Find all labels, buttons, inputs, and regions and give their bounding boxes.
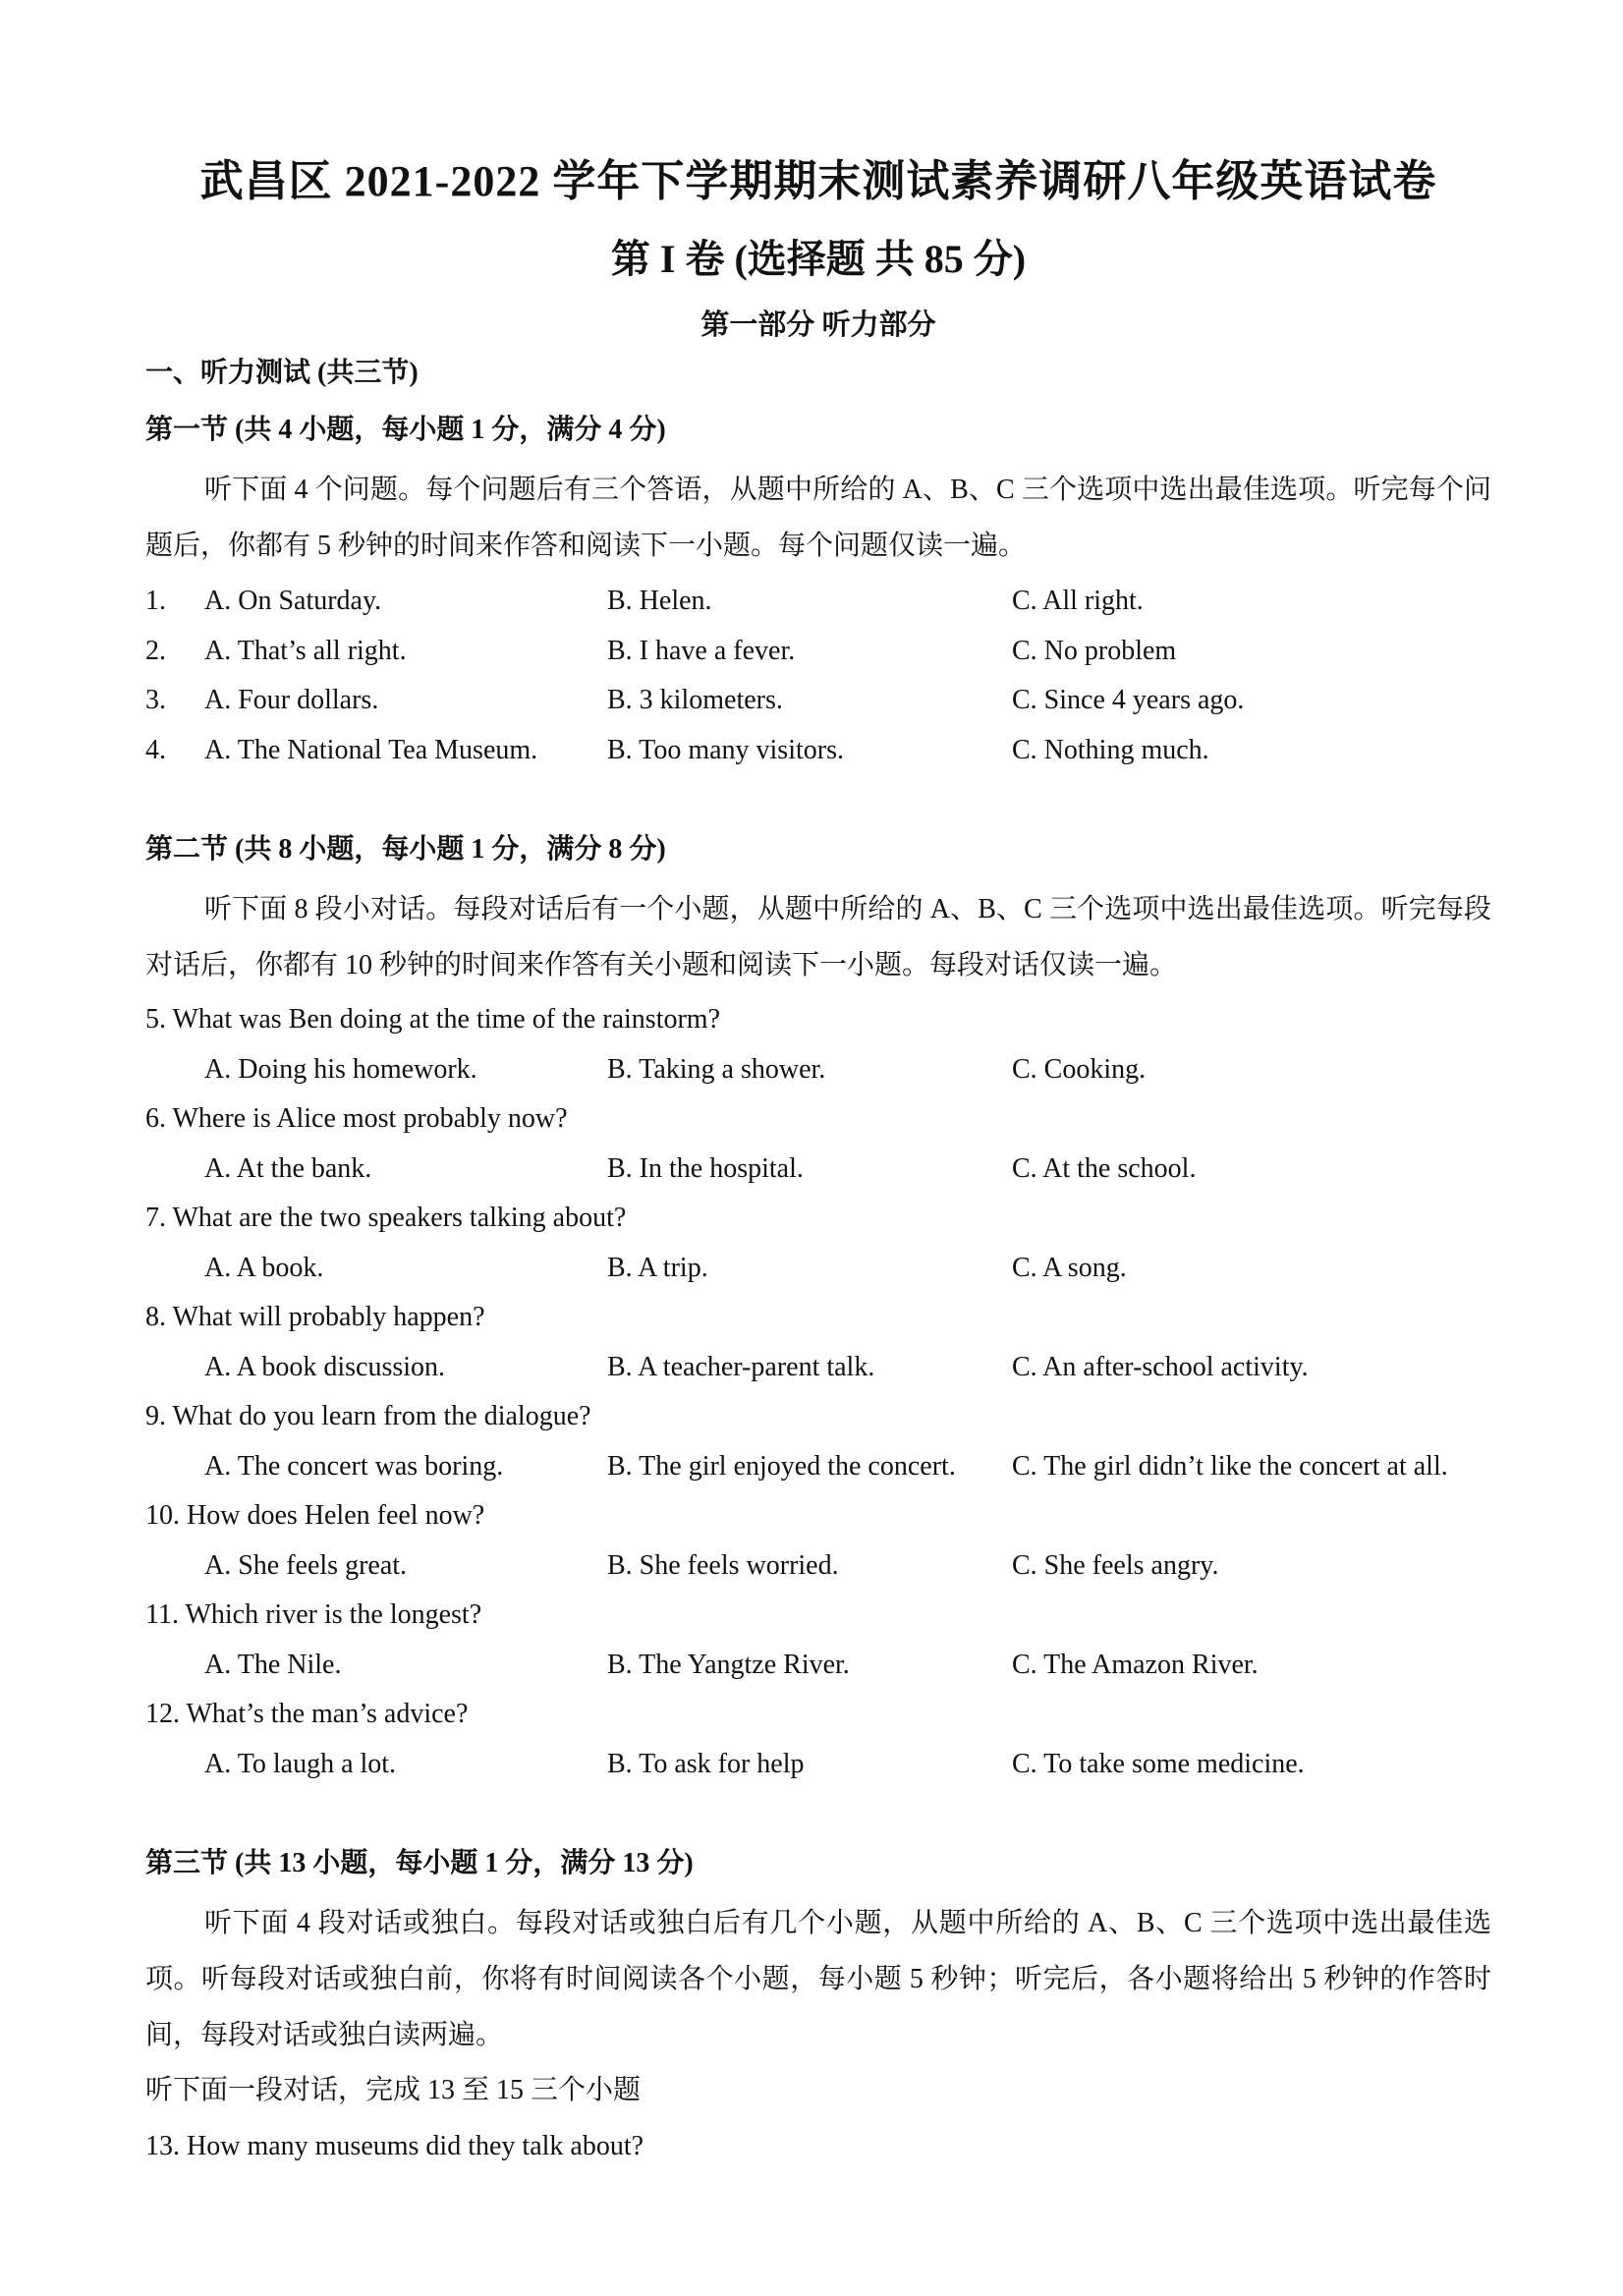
option-c: C. No problem xyxy=(1012,636,1177,666)
s3-instructions: 听下面 4 段对话或独白。每段对话或独白后有几个小题，从题中所给的 A、B、C 三个选项中选出最佳选项。听每段对话或独白前，你将有时间阅读各个小题，每小题 5 秒钟；听完后，各小题将给出 5 秒钟的作答时间，每段对话或独白读两遍。 xyxy=(145,1908,1491,2050)
options-row xyxy=(145,1447,1491,1486)
option-a: A. A book discussion. xyxy=(204,1352,446,1382)
s2-instructions: 听下面 8 段小对话。每段对话后有一个小题，从题中所给的 A、B、C 三个选项中选出最佳选项。听完每段对话后，你都有 10 秒钟的时间来作答有关小题和阅读下一小题。每段对话仅读一遍。 xyxy=(145,894,1491,980)
option-a: A. On Saturday. xyxy=(204,586,382,616)
s1-item-row xyxy=(145,681,1491,720)
s1-heading: 第一节 (共 4 小题，每小题 1 分，满分 4 分) xyxy=(145,415,666,445)
options-row xyxy=(145,1646,1491,1685)
option-c: C. To take some medicine. xyxy=(1012,1749,1305,1779)
option-b: B. Too many visitors. xyxy=(607,735,844,765)
option-a: A. That’s all right. xyxy=(204,636,407,666)
option-a: A. At the bank. xyxy=(204,1153,372,1184)
s1-item-row xyxy=(145,731,1491,770)
option-a: A. The Nile. xyxy=(204,1650,342,1680)
option-b: B. Helen. xyxy=(607,586,712,616)
options-row xyxy=(145,1149,1491,1189)
question-stem: 5. What was Ben doing at the time of the rainstorm? xyxy=(145,1004,721,1035)
item-number: 1. xyxy=(145,586,166,616)
s2-heading: 第二节 (共 8 小题，每小题 1 分，满分 8 分) xyxy=(145,834,666,865)
part-title: 第一部分 听力部分 xyxy=(700,309,936,341)
options-row xyxy=(145,1348,1491,1387)
options-row xyxy=(145,1050,1491,1090)
option-c: C. Nothing much. xyxy=(1012,735,1209,765)
option-c: C. An after-school activity. xyxy=(1012,1352,1309,1382)
s3-sub-instruction: 听下面一段对话，完成 13 至 15 三个小题 xyxy=(145,2075,642,2105)
option-b: B. 3 kilometers. xyxy=(607,685,783,715)
question-stem: 10. How does Helen feel now? xyxy=(145,1500,485,1531)
option-c: C. The Amazon River. xyxy=(1012,1650,1259,1680)
question-stem: 11. Which river is the longest? xyxy=(145,1599,482,1630)
question-stem: 13. How many museums did they talk about? xyxy=(145,2131,644,2161)
item-number: 4. xyxy=(145,735,166,765)
option-b: B. In the hospital. xyxy=(607,1153,804,1184)
options-row xyxy=(145,1546,1491,1586)
item-number: 3. xyxy=(145,685,166,715)
option-a: A. Doing his homework. xyxy=(204,1054,477,1085)
option-c: C. Since 4 years ago. xyxy=(1012,685,1245,715)
option-b: B. I have a fever. xyxy=(607,636,796,666)
options-row xyxy=(145,1249,1491,1288)
question-stem: 7. What are the two speakers talking about? xyxy=(145,1203,627,1233)
option-b: B. The girl enjoyed the concert. xyxy=(607,1451,956,1482)
option-c: C. The girl didn’t like the concert at all. xyxy=(1012,1451,1448,1482)
exam-title: 武昌区 2021-2022 学年下学期期末测试素养调研八年级英语试卷 xyxy=(199,157,1437,205)
question-stem: 12. What’s the man’s advice? xyxy=(145,1699,469,1729)
volume-title: 第 I 卷 (选择题 共 85 分) xyxy=(610,237,1027,281)
option-c: C. A song. xyxy=(1012,1253,1127,1283)
option-b: B. A trip. xyxy=(607,1253,708,1283)
s1-item-row xyxy=(145,582,1491,621)
question-stem: 6. Where is Alice most probably now? xyxy=(145,1103,568,1134)
s3-heading: 第三节 (共 13 小题，每小题 1 分，满分 13 分) xyxy=(145,1848,694,1878)
option-c: C. All right. xyxy=(1012,586,1144,616)
item-number: 2. xyxy=(145,636,166,666)
option-a: A. A book. xyxy=(204,1253,324,1283)
option-a: A. To laugh a lot. xyxy=(204,1749,397,1779)
question-stem: 9. What do you learn from the dialogue? xyxy=(145,1401,591,1431)
option-c: C. At the school. xyxy=(1012,1153,1197,1184)
option-b: B. Taking a shower. xyxy=(607,1054,826,1085)
s1-instructions: 听下面 4 个问题。每个问题后有三个答语，从题中所给的 A、B、C 三个选项中选出最佳选项。听完每个问题后，你都有 5 秒钟的时间来作答和阅读下一小题。每个问题仅读一遍。 xyxy=(145,475,1491,561)
question-stem: 8. What will probably happen? xyxy=(145,1302,485,1332)
option-b: B. To ask for help xyxy=(607,1749,805,1779)
option-a: A. The National Tea Museum. xyxy=(204,735,538,765)
option-a: A. She feels great. xyxy=(204,1550,408,1581)
option-c: C. She feels angry. xyxy=(1012,1550,1219,1581)
options-row xyxy=(145,1745,1491,1784)
option-b: B. A teacher-parent talk. xyxy=(607,1352,875,1382)
option-b: B. She feels worried. xyxy=(607,1550,839,1581)
option-a: A. Four dollars. xyxy=(204,685,379,715)
section-heading: 一、听力测试 (共三节) xyxy=(145,358,419,388)
option-a: A. The concert was boring. xyxy=(204,1451,504,1482)
s1-item-row xyxy=(145,632,1491,671)
option-b: B. The Yangtze River. xyxy=(607,1650,850,1680)
option-c: C. Cooking. xyxy=(1012,1054,1147,1085)
